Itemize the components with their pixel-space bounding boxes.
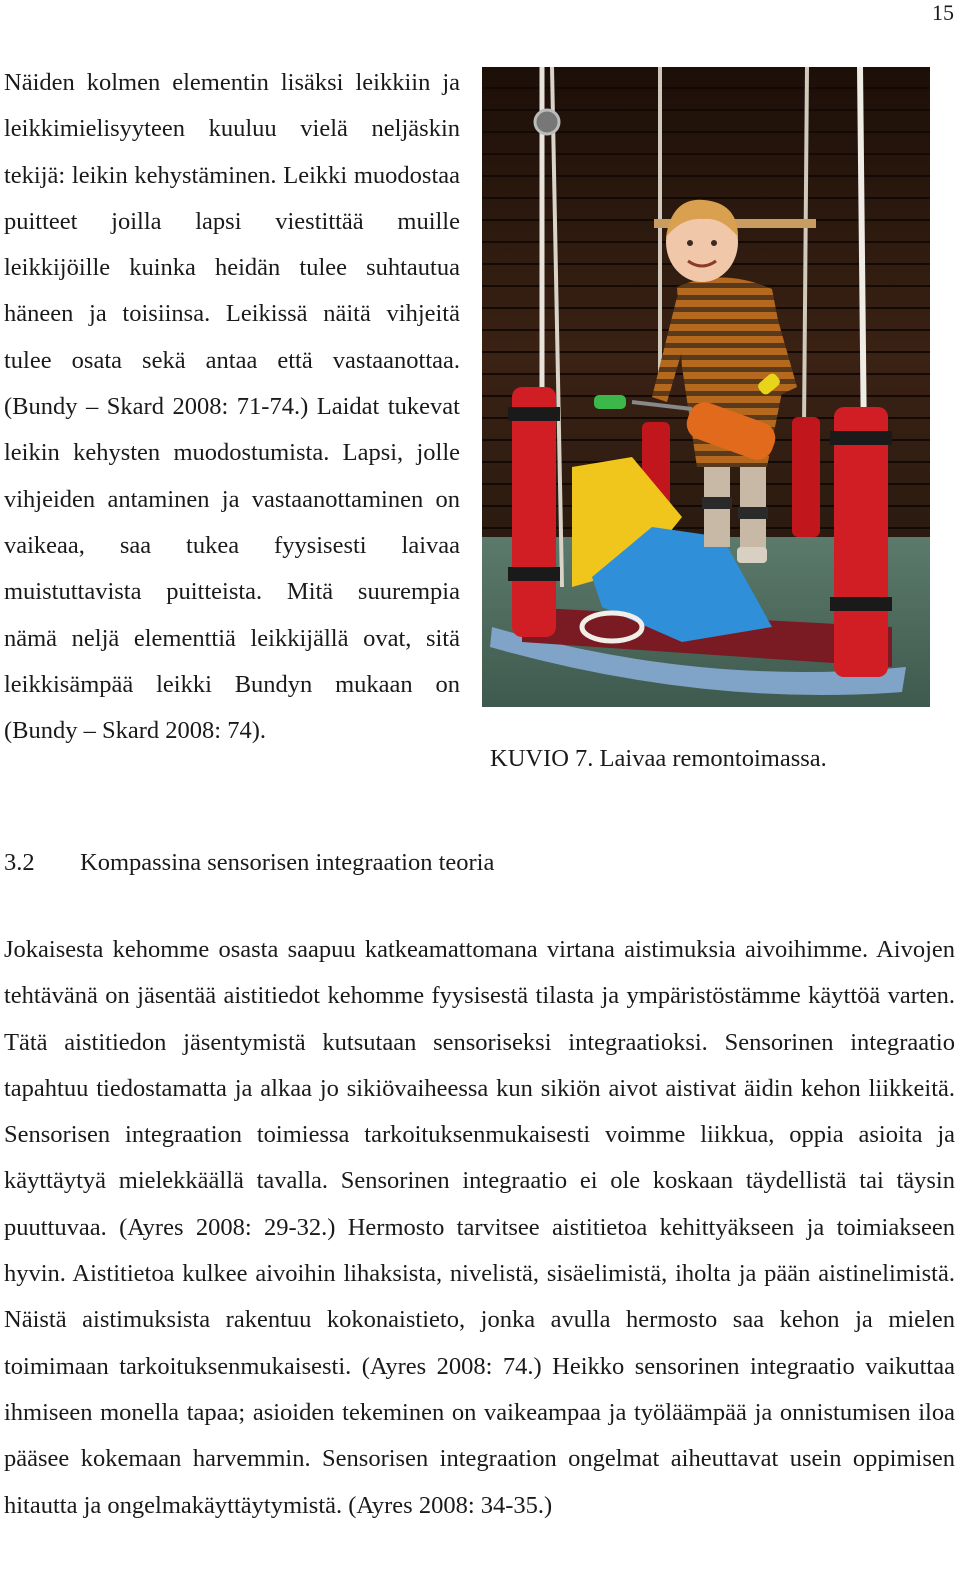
figure-caption: KUVIO 7. Laivaa remontoimassa. xyxy=(490,745,827,772)
page-number: 15 xyxy=(932,0,954,25)
intro-paragraph: Näiden kolmen elementin lisäksi leikkiin ja leikkimielisyyteen kuuluu vielä neljäskin tekijä: leikin kehystäminen. Leikki muodostaa puitteet joilla lapsi viestittää muille leikkijöille kuinka heidän tulee suhtautua häneen ja toisiinsa. Leikissä näitä vihjeitä tulee osata sekä antaa että vastaanottaa. (Bundy – Skard 2008: 71-74.) Laidat tukevat leikin kehysten muodostumista. Lapsi, jolle vihjeiden antaminen ja vastaanottaminen on vaikeaa, saa tukea fyysisesti laivaa muistuttavista puitteista. Mitä suurempia nämä neljä elementtiä leikkijällä ovat, sitä leikkisämpää leikki Bundyn mukaan on (Bundy – Skard 2008: 74). xyxy=(4,69,460,745)
body-paragraph: Jokaisesta kehomme osasta saapuu katkeamattomana virtana aistimuksia aivoihimme. Aivojen tehtävänä on jäsentää aistitiedot kehomme fyysisestä tilasta ja ympäristöstämme käyttöä varten. Tätä aistitiedon jäsentymistä kutsutaan sensoriseksi integraatioksi. Sensorinen integraatio tapahtuu tiedostamatta ja alkaa jo sikiövaiheessa kun sikiön aivot aistivat äidin kehon liikkeitä. Sensorisen integraation toimiessa tarkoituksenmukaisesti voimme liikkua, oppia asioita ja käyttäytyä mielekkäällä tavalla. Sensorinen integraatio ei ole koskaan täydellistä tai täysin puuttuvaa. (Ayres 2008: 29-32.) Hermosto tarvitsee aistitietoa kehittyäkseen ja toimiakseen hyvin. Aistitietoa kulkee aivoihin lihaksista, nivelistä, sisäelimistä, iholta ja pään aistinelimistä. Näistä aistimuksista rakentuu kokonaistieto, jonka avulla hermosto saa kehon ja mielen toimimaan tarkoituksenmukaisesti. (Ayres 2008: 74.) Heikko sensorinen integraatio vaikuttaa ihmiseen monella tapaa; asioiden tekeminen on vaikeampaa ja työläämpää ja onnistumisen iloa pääsee kokemaan harvemmin. Sensorisen integraation ongelmat aiheuttavat usein oppimisen hitautta ja ongelmakäyttäytymistä. (Ayres 2008: 34-35.) xyxy=(4,936,955,1519)
figure-photo xyxy=(482,67,930,707)
photo-illustration xyxy=(482,67,930,707)
section-title: Kompassina sensorisen integraation teoria xyxy=(80,849,495,876)
section-heading xyxy=(4,846,494,880)
section-number: 3.2 xyxy=(4,849,35,876)
